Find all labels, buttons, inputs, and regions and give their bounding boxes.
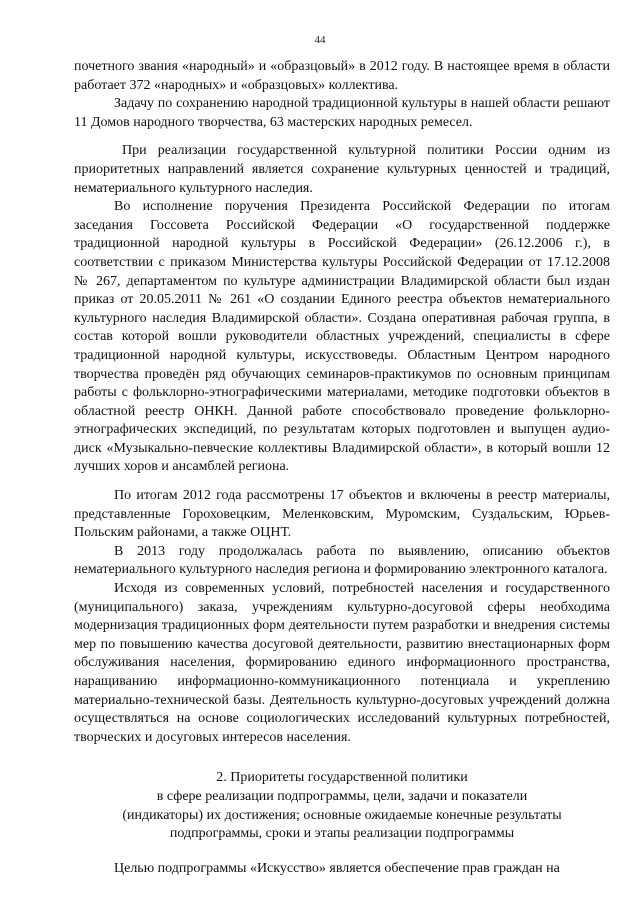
paragraph-2012-results: По итогам 2012 года рассмотрены 17 объектов и включены в реестр материалы, представленные Гороховецким, Меленковским, Муромским, Суздальским, Юрьев-Польским районами, а также ОЦНТ. (74, 488, 610, 541)
paragraph-cultural-policy: При реализации государственной культурной политики России одним из приоритетных направлений является сохранение культурных ценностей и традиций, нематериального культурного наследия. (74, 143, 610, 196)
section-heading-line-2: в сфере реализации подпрограммы, цели, задачи и показатели (156, 788, 528, 804)
section-heading-line-4: подпрограммы, сроки и этапы реализации подпрограммы (169, 826, 515, 842)
paragraph-registry-order: Во исполнение поручения Президента Российской Федерации по итогам заседания Госсовета Российской Федерации «О государственной поддержке традиционной народной культуры в Российской Федерации» (26.12.2006 г.), в соответствии с приказом Министерства культуры Российской Федерации от 17.12.2008 № 267, департаментом по культуре администрации Владимирской области был издан приказ от 20.05.2011 № 261 «О создании Единого реестра объектов нематериального культурного наследия Владимирской области». Создана оперативная рабочая группа, в состав которой вошли руководители областных учреждений, специалисты в сфере традиционной народной культуры, искусствоведы. Областным Центром народного творчества проведён ряд обучающих семинаров-практикумов по основным принципам работы с фольклорно-этнографическими материалами, методике подготовки объектов в областной реестр ОНКН. Данной работе способствовало проведение фольклорно-этнографических экспедиций, по результатам которых подготовлен и выпущен аудио-диск «Музыкально-певческие коллективы Владимирской области», в который вошли 12 лучших хоров и ансамблей региона. (74, 199, 610, 475)
paragraph-modernization: Исходя из современных условий, потребностей населения и государственного (муниципального) заказа, учреждениям культурно-досуговой сферы необходима модернизация традиционных форм деятельности путем разработки и внедрения системы мер по повышению качества досуговой деятельности, развитию внестационарных форм обслуживания населения, формированию единого информационного пространства, наращиванию информационно-коммуникационного потенциала и укреплению материально-технической базы. Деятельность культурно-досуговых учреждений должна осуществляться на основе социологических исследований культурных потребностей, творческих и досуговых интересов населения. (74, 581, 610, 745)
page-number: 44 (314, 34, 326, 46)
paragraph-honorary-titles: почетного звания «народный» и «образцовый» в 2012 году. В настоящее время в области работает 372 «народных» и «образцовых» коллектива. (74, 59, 610, 93)
document-body (74, 58, 610, 878)
paragraph-subprogram-goal: Целью подпрограммы «Искусство» является обеспечение прав граждан на (114, 860, 560, 876)
section-heading (74, 769, 610, 843)
section-heading-line-3: (индикаторы) их достижения; основные ожидаемые конечные результаты (122, 807, 562, 823)
paragraph-folk-culture-houses: Задачу по сохранению народной традиционной культуры в нашей области решают 11 Домов народного творчества, 63 мастерских народных ремесел. (74, 96, 610, 130)
section-heading-line-1: 2. Приоритеты государственной политики (216, 770, 468, 786)
paragraph-2013-work: В 2013 году продолжалась работа по выявлению, описанию объектов нематериального культурного наследия региона и формированию электронного каталога. (74, 543, 610, 578)
